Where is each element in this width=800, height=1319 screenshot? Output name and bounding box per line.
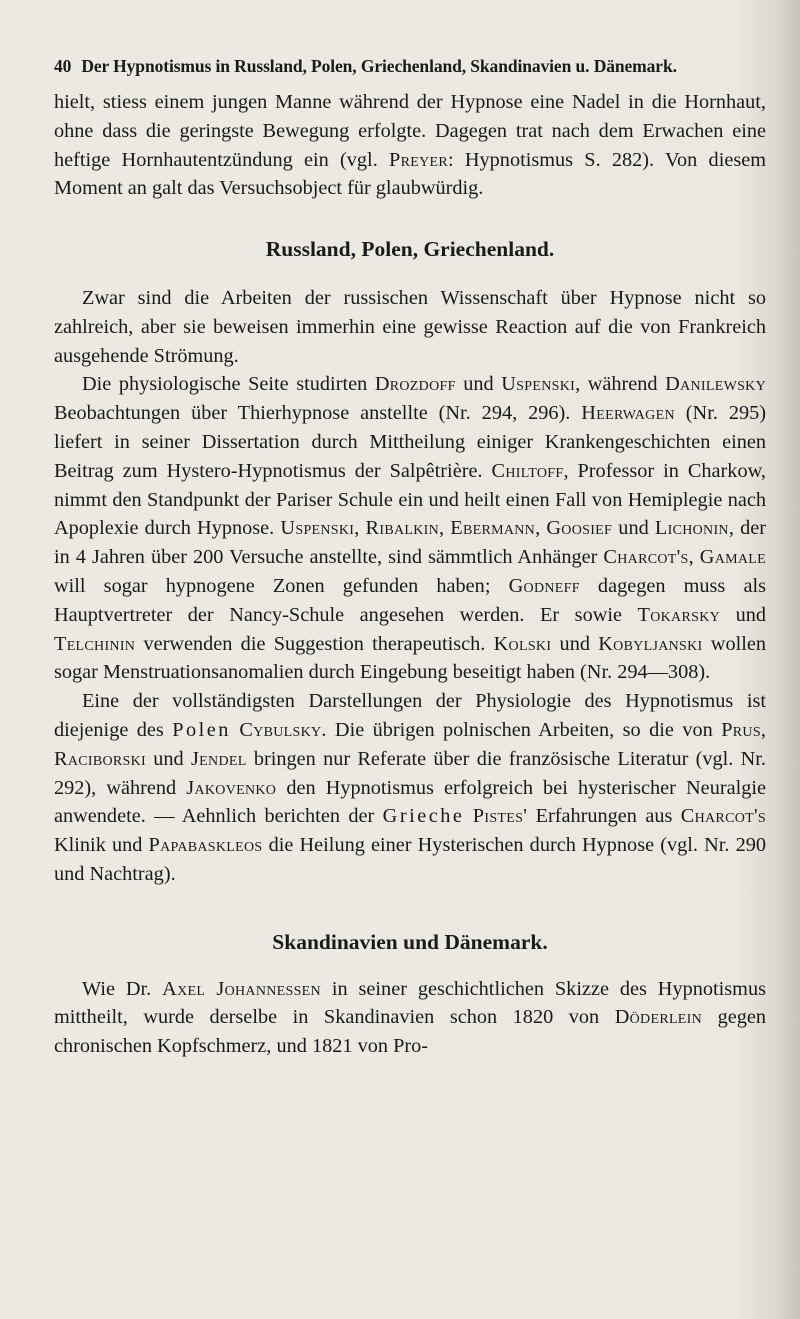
- author-name: Preyer: [389, 148, 448, 171]
- author-name: Goosief: [546, 517, 613, 540]
- author-name: Gamale: [699, 546, 766, 569]
- author-name: Uspenski: [280, 517, 355, 540]
- author-name: Prus: [721, 718, 761, 741]
- author-name: Raciborski: [54, 747, 146, 770]
- author-name: Jendel: [190, 747, 247, 770]
- emphasis: Polen: [172, 718, 231, 741]
- author-name: Chiltoff: [491, 459, 564, 482]
- author-name: Uspenski: [501, 373, 576, 396]
- paragraph: Eine der vollständigsten Darstellungen der Physiologie des Hypnotismus ist diejenige des Polen Cybulsky. Die übrigen polnischen Arbeiten, so die von Prus, Raciborski und Jendel bringen nur Referate über die französische Literatur (vgl. Nr. 292), während Jakovenko den Hypnotismus erfolgreich bei hysterischer Neuralgie anwendete. — Aehnlich berichten der Grieche Pistes' Erfahrungen aus Charcot's Klinik und Papabaskleos die Heilung einer Hysterischen durch Hypnose (vgl. Nr. 290 und Nachtrag).: [54, 690, 767, 885]
- author-name: Papabaskleos: [148, 834, 263, 857]
- running-title: Der Hypnotismus in Russland, Polen, Griechenland, Skandinavien u. Dänemark.: [81, 56, 677, 76]
- author-name: Ribalkin: [365, 517, 440, 540]
- author-name: Lichonin: [654, 517, 729, 540]
- page-number: 40: [54, 56, 72, 76]
- author-name: Ebermann: [450, 517, 536, 540]
- section-heading-skandinavien: Skandinavien und Dänemark.: [272, 929, 548, 954]
- author-name: Charcot's: [603, 546, 689, 569]
- author-name: Kolski: [493, 632, 552, 655]
- author-name: Cybulsky: [239, 718, 322, 741]
- emphasis: Grieche: [382, 805, 465, 828]
- author-name: Döderlein: [614, 1006, 703, 1029]
- author-name: Telchinin: [54, 632, 136, 655]
- author-name: Pistes': [472, 805, 528, 828]
- author-name: Danilewsky: [665, 373, 766, 396]
- author-name: Charcot's: [680, 805, 767, 828]
- continuation-paragraph: hielt, stiess einem jungen Manne während der Hypnose eine Nadel in die Hornhaut, ohne dass die geringste Bewegung erfolgte. Dagegen trat nach dem Erwachen eine heftige Hornhautentzündung ein (vgl. Preyer: Hypnotismus S. 282). Von diesem Moment an galt das Versuchsobject für glaubwürdig.: [54, 91, 766, 200]
- author-name: Axel Johannessen: [162, 977, 321, 1000]
- author-name: Kobyljanski: [598, 632, 703, 655]
- author-name: Tokarsky: [637, 603, 721, 626]
- author-name: Drozdoff: [374, 373, 456, 396]
- author-name: Heerwagen: [581, 402, 675, 425]
- running-header: [54, 56, 766, 77]
- author-name: Jakovenko: [186, 776, 277, 799]
- paragraph: Wie Dr. Axel Johannessen in seiner geschichtlichen Skizze des Hypnotismus mittheilt, wurde derselbe in Skandinavien schon 1820 von Döderlein gegen chronischen Kopfschmerz, und 1821 von Pro-: [54, 977, 766, 1058]
- section-heading-russland: Russland, Polen, Griechenland.: [265, 237, 555, 262]
- body-text: [54, 88, 766, 1061]
- paragraph: Die physiologische Seite studirten Drozdoff und Uspenski, während Danilewsky Beobachtungen über Thierhypnose anstellte (Nr. 294, 296). Heerwagen (Nr. 295) liefert in seiner Dissertation durch Mittheilung einiger Krankengeschichten einen Beitrag zum Hystero-Hypnotismus der Salpêtrière. Chiltoff, Professor in Charkow, nimmt den Standpunkt der Pariser Schule ein und heilt einen Fall von Hemiplegie nach Apoplexie durch Hypnose. Uspenski, Ribalkin, Ebermann, Goosief und Lichonin, der in 4 Jahren über 200 Versuche anstellte, sind sämmtlich Anhänger Charcot's, Gamale will sogar hypnogene Zonen gefunden haben; Godneff dagegen muss als Hauptvertreter der Nancy-Schule angesehen werden. Er sowie Tokarsky und Telchinin verwenden die Suggestion therapeutisch. Kolski und Kobyljanski wollen sogar Menstruationsanomalien durch Eingebung beseitigt haben (Nr. 294—308).: [54, 373, 767, 684]
- author-name: Godneff: [508, 574, 580, 597]
- paragraph: Zwar sind die Arbeiten der russischen Wissenschaft über Hypnose nicht so zahlreich, aber sie beweisen immerhin eine gewisse Reaction auf die von Frankreich ausgehende Strömung.: [54, 286, 766, 367]
